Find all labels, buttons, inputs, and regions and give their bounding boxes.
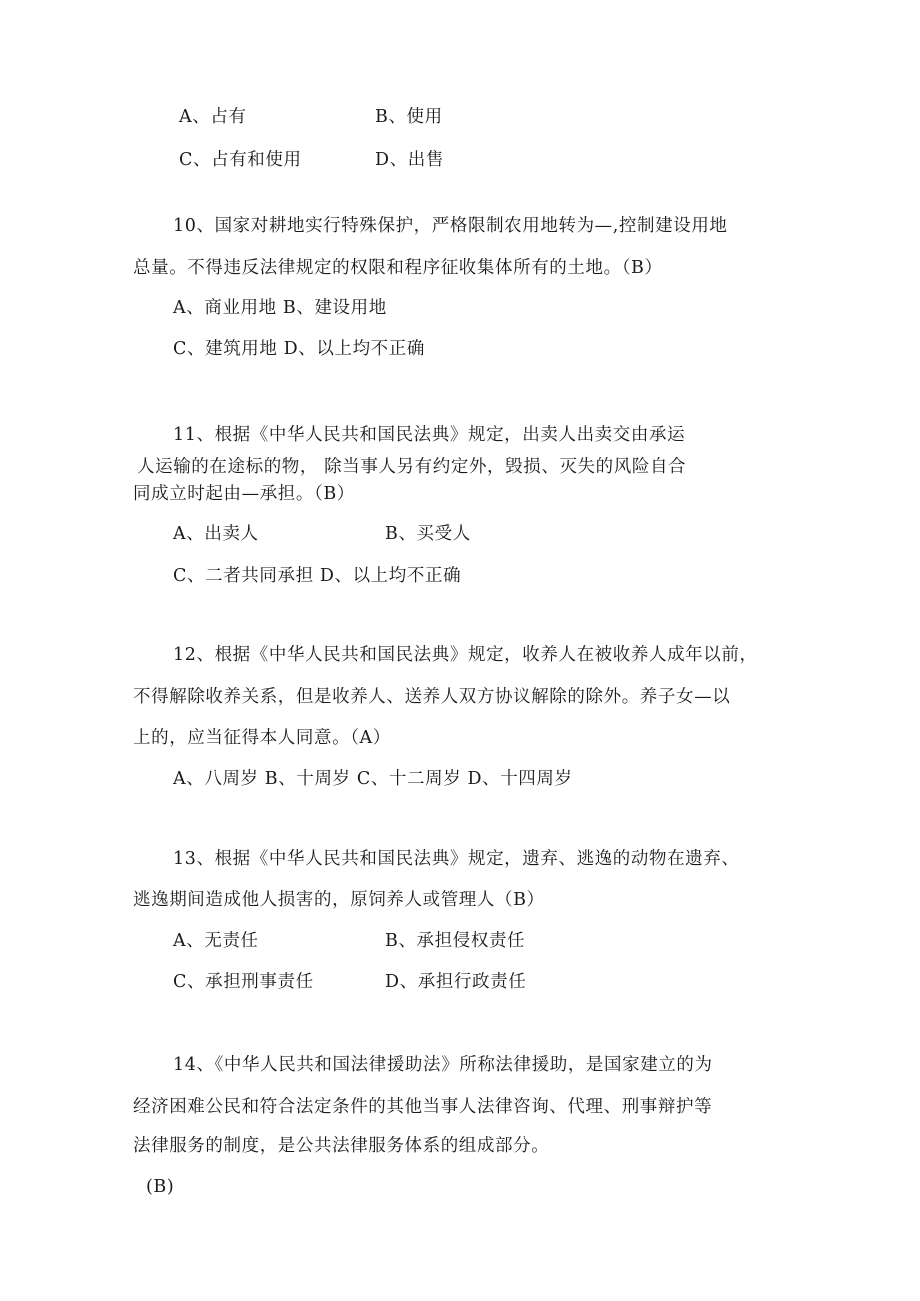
q11-stem-line2: 人运输的在途标的物， 除当事人另有约定外，毁损、灭失的风险自合 bbox=[137, 457, 687, 477]
q14-stem-line1: 14、《中华人民共和国法律援助法》所称法律援助，是国家建立的为 bbox=[173, 1055, 713, 1075]
q10-stem-line1: 10、国家对耕地实行特殊保护，严格限制农用地转为—,控制建设用地 bbox=[173, 216, 728, 236]
q11-option-b: B、买受人 bbox=[385, 524, 471, 544]
q13-option-c: C、承担刑事责任 bbox=[173, 972, 314, 992]
q10-options-cd: C、建筑用地 D、以上均不正确 bbox=[173, 339, 425, 359]
q13-option-a: A、无责任 bbox=[173, 931, 259, 951]
q11-options-cd: C、二者共同承担 D、以上均不正确 bbox=[173, 566, 462, 586]
q9-option-b: B、使用 bbox=[375, 107, 443, 127]
q14-stem-line3: 法律服务的制度，是公共法律服务体系的组成部分。 bbox=[133, 1136, 550, 1156]
q11-stem-line1: 11、根据《中华人民共和国民法典》规定，出卖人出卖交由承运 bbox=[173, 425, 686, 445]
q13-stem-line2: 逃逸期间造成他人损害的，原饲养人或管理人（B） bbox=[133, 890, 545, 910]
q10-stem-line2: 总量。不得违反法律规定的权限和程序征收集体所有的土地。（B） bbox=[133, 258, 663, 278]
q13-option-b: B、承担侵权责任 bbox=[385, 931, 526, 951]
q13-option-d: D、承担行政责任 bbox=[385, 972, 527, 992]
q12-stem-line3: 上的，应当征得本人同意。（A） bbox=[133, 728, 391, 748]
q12-stem-line2: 不得解除收养关系，但是收养人、送养人双方协议解除的除外。养子女—以 bbox=[133, 687, 731, 707]
q10-options-ab: A、商业用地 B、建设用地 bbox=[173, 298, 387, 318]
q9-option-d: D、出售 bbox=[375, 150, 444, 170]
q9-option-a: A、占有 bbox=[179, 107, 247, 127]
q11-stem-line3: 同成立时起由—承担。（B） bbox=[133, 484, 355, 504]
q14-answer: (B) bbox=[146, 1177, 175, 1197]
q12-options: A、八周岁 B、十周岁 C、十二周岁 D、十四周岁 bbox=[173, 769, 573, 789]
q13-stem-line1: 13、根据《中华人民共和国民法典》规定，遗弃、逃逸的动物在遗弃、 bbox=[173, 849, 740, 869]
q12-stem-line1: 12、根据《中华人民共和国民法典》规定，收养人在被收养人成年以前， bbox=[173, 645, 758, 665]
q11-option-a: A、出卖人 bbox=[173, 524, 259, 544]
q9-option-c: C、占有和使用 bbox=[179, 150, 302, 170]
q14-stem-line2: 经济困难公民和符合法定条件的其他当事人法律咨询、代理、刑事辩护等 bbox=[133, 1097, 713, 1117]
